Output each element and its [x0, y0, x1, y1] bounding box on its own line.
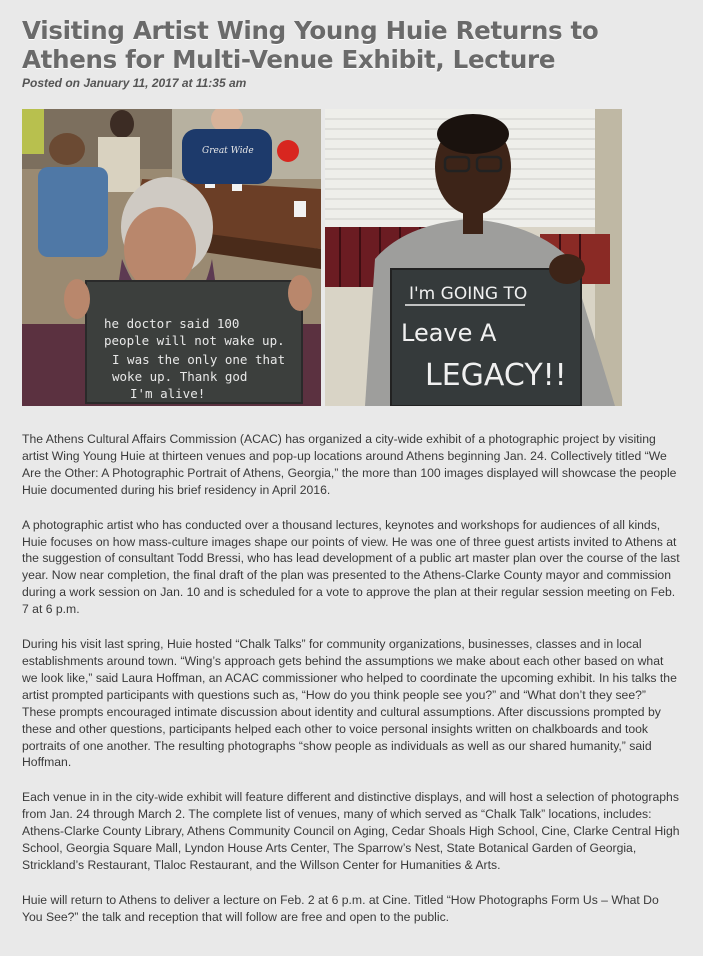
- paragraph-1: The Athens Cultural Affairs Commission (ACAC) has organized a city-wide exhibit of a photographic project by visiting artist Wing Young Huie at thirteen venues and pop-up locations around Athens beginning Jan. 24. Collectively titled “We Are the Other: A Photographic Portrait of Athens, Georgia,” the more than 100 images displayed will showcase the people Huie documented during his brief residency in April 2016.: [22, 432, 677, 497]
- chalk-line-5: I'm alive!: [130, 386, 206, 401]
- article-title: Visiting Artist Wing Young Huie Returns to Athens for Multi-Venue Exhibit, Lecture: [22, 16, 599, 74]
- chalk-line-2: Leave A: [401, 319, 497, 347]
- paragraph-3: During his visit last spring, Huie hosted “Chalk Talks” for community organizations, businesses, classes and in local establishments around town. “Wing’s approach gets behind the assumptions we make about each other based on what we look like,” said Laura Hoffman, an ACAC commissioner who helped to coordinate the upcoming exhibit. In his talks the artist prompted participants with questions such as, “How do you think people see you?” and “What don’t they see?” These prompts encouraged intimate discussion about identity and cultural assumptions. After discussions prompted by these and other questions, participants helped each other to voice personal insights written on chalkboards and took portraits of one another. The resulting photographs “show people as individuals as well as our shared humanity,” said Hoffman.: [22, 637, 677, 770]
- shirt-text: Great Wide: [202, 146, 254, 156]
- chalk-line-1: I'm GOING TO: [409, 284, 528, 304]
- photo-young-man-chalkboard[interactable]: [325, 109, 622, 406]
- paragraph-5: Huie will return to Athens to deliver a lecture on Feb. 2 at 6 p.m. at Cine. Titled “How Photographs Form Us – What Do You See?” the talk and reception that will follow are free and open to the public.: [22, 892, 659, 924]
- paragraph-2: A photographic artist who has conducted over a thousand lectures, keynotes and workshops for audiences of all kinds, Huie focuses on how mass-culture images shape our points of view. He was one of three guest artists invited to Athens at the suggestion of consultant Todd Bressi, who has lead development of a public art master plan over the course of the last year. Now near completion, the final draft of the plan was presented to the Athens-Clarke County mayor and commission during a work session on Jan. 10 and is scheduled for a vote to approve the plan at their regular session meeting on Feb. 7 at 6 p.m.: [22, 517, 680, 617]
- chalk-line-3: I was the only one that: [112, 352, 286, 367]
- chalk-line-4: woke up. Thank god: [112, 369, 248, 384]
- chalk-line-1: he doctor said 100: [104, 316, 240, 331]
- photo-right-image: [325, 109, 622, 406]
- chalk-line-3: LEGACY!!: [425, 358, 567, 393]
- post-date: Posted on January 11, 2017 at 11:35 am: [22, 76, 247, 90]
- photo-elderly-woman-chalkboard[interactable]: [22, 109, 321, 406]
- photo-left-image: [22, 109, 321, 406]
- article-body: [22, 431, 681, 926]
- paragraph-4: Each venue in in the city-wide exhibit will feature different and distinctive displays, and will host a selection of photographs from Jan. 24 through March 2. The complete list of venues, many of which served as “Chalk Talk” locations, includes: Athens-Clarke County Library, Athens Community Council on Aging, Cedar Shoals High School, Cine, Clarke Central High School, Georgia Square Mall, Lyndon House Arts Center, The Sparrow’s Nest, State Botanical Garden of Georgia, Strickland’s Restaurant, Tlaloc Restaurant, and the Willson Center for Humanities & Arts.: [22, 790, 680, 872]
- chalk-line-2: people will not wake up.: [104, 333, 285, 348]
- photo-gallery: [22, 109, 681, 406]
